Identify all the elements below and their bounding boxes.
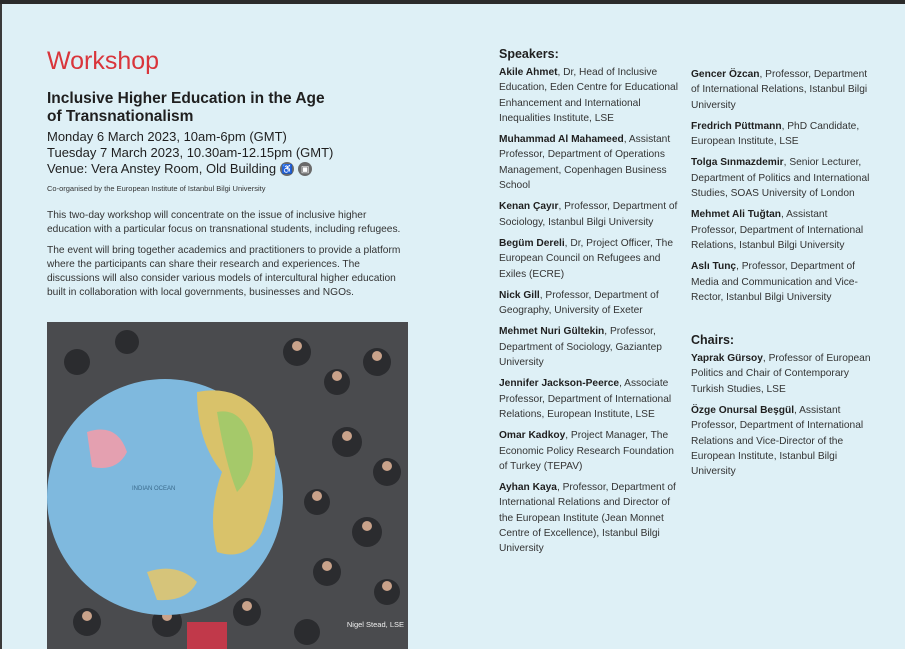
person-name: Gencer Özcan bbox=[691, 69, 760, 80]
workshop-heading: Workshop bbox=[47, 47, 160, 75]
event-date-monday: Monday 6 March 2023, 10am-6pm (GMT) bbox=[47, 129, 287, 144]
video-screen-icon: ▣ bbox=[298, 162, 312, 176]
chair-entry bbox=[691, 351, 871, 397]
person-name: Özge Onursal Beşgül bbox=[691, 405, 795, 417]
person-name: Mehmet Nuri Gültekin bbox=[499, 326, 605, 338]
person-name: Tolga Sınmazdemir bbox=[691, 157, 784, 169]
person-name: Yaprak Gürsoy bbox=[691, 353, 763, 365]
person-name: Begüm Dereli bbox=[499, 237, 565, 249]
speaker-entry bbox=[499, 132, 679, 193]
person-role: , Professor of European Politics and Chair of Contemporary Turkish Studies, LSE bbox=[691, 353, 871, 395]
person-role: , Senior Lecturer, Department of Politics and International Studies, SOAS University of London bbox=[691, 157, 870, 200]
event-venue bbox=[47, 161, 312, 176]
person-role: , Professor, Department of International Relations and Director of the European Institute (Jean Monnet Centre of Excellence), Istanbul Bilgi University bbox=[499, 482, 676, 555]
person-name: Kenan Çayır bbox=[499, 201, 559, 213]
speakers-column-2 bbox=[691, 67, 871, 486]
speaker-entry bbox=[499, 480, 679, 556]
globe-ocean-label: INDIAN OCEAN bbox=[132, 486, 176, 492]
speaker-entry bbox=[691, 207, 871, 253]
speaker-entry bbox=[499, 288, 679, 319]
speaker-entry bbox=[499, 199, 679, 230]
photo-illustration bbox=[47, 322, 408, 649]
speaker-entry bbox=[499, 428, 679, 474]
speakers-list-1 bbox=[499, 65, 679, 557]
speakers-heading: Speakers: bbox=[499, 47, 559, 61]
chairs-heading: Chairs: bbox=[691, 333, 735, 348]
chairs-list bbox=[691, 351, 871, 479]
speakers-column-1 bbox=[499, 47, 679, 563]
event-title: Inclusive Higher Education in the Age of Transnationalism bbox=[47, 90, 325, 125]
speaker-entry bbox=[499, 65, 679, 126]
speaker-entry bbox=[691, 155, 871, 201]
person-name: Ayhan Kaya bbox=[499, 482, 557, 494]
venue-text: Venue: Vera Anstey Room, Old Building bbox=[47, 161, 277, 176]
description-paragraph-2: The event will bring together academics and practitioners to provide a platform where the participants can share their research and experiences. The discussions will also consider various models of intercultural higher education built in collaboration with local governments, businesses and NGOs. bbox=[47, 245, 401, 298]
globe-crowd-photo bbox=[47, 322, 408, 649]
event-date-tuesday: Tuesday 7 March 2023, 10.30am-12.15pm (GMT) bbox=[47, 145, 334, 160]
chair-entry bbox=[691, 403, 871, 479]
description-paragraph-1: This two-day workshop will concentrate on the issue of inclusive higher education with a particular focus on transnational students, including refugees. bbox=[47, 210, 401, 235]
person-name: Akile Ahmet bbox=[499, 67, 558, 78]
speaker-entry bbox=[499, 236, 679, 282]
person-role: , Associate Professor, Department of International Relations, European Institute, LSE bbox=[499, 378, 672, 420]
person-role: , Project Manager, The Economic Policy Research Foundation of Turkey (TEPAV) bbox=[499, 430, 674, 472]
document-page bbox=[2, 4, 905, 649]
accessibility-icon: ♿ bbox=[281, 163, 293, 174]
person-role: , Professor, Department of Sociology, Istanbul Bilgi University bbox=[499, 201, 678, 228]
person-role: , Professor, Department of Sociology, Gaziantep University bbox=[499, 326, 662, 369]
speaker-entry bbox=[691, 119, 871, 150]
person-role: , Assistant Professor, Department of Operations Management, Copenhagen Business School bbox=[499, 134, 671, 192]
person-role: , Assistant Professor, Department of International Relations and Vice-Director of the European Institute, Istanbul Bilgi University bbox=[691, 405, 864, 478]
person-name: Muhammad Al Mahameed bbox=[499, 134, 624, 146]
person-name: Fredrich Püttmann bbox=[691, 120, 782, 132]
speakers-list-2 bbox=[691, 67, 871, 305]
person-role: , Professor, Department of Geography, University of Exeter bbox=[499, 289, 659, 317]
person-role: , Assistant Professor, Department of International Relations, Istanbul Bilgi University bbox=[691, 209, 864, 251]
person-name: Jennifer Jackson-Peerce bbox=[499, 378, 620, 390]
speaker-entry bbox=[499, 376, 679, 422]
speaker-entry bbox=[691, 259, 871, 305]
person-name: Aslı Tunç bbox=[691, 261, 737, 273]
speaker-entry bbox=[691, 67, 871, 113]
person-role: , Dr, Head of Inclusive Education, Eden Centre for Educational Enhancement and International Inequalities Institute, LSE bbox=[499, 67, 678, 124]
person-role: , Professor, Department of International Relations, Istanbul Bilgi University bbox=[691, 69, 868, 111]
person-role: , Dr, Project Officer, The European Council on Refugees and Exiles (ECRE) bbox=[499, 237, 674, 280]
person-name: Omar Kadkoy bbox=[499, 430, 566, 442]
person-role: , PhD Candidate, European Institute, LSE bbox=[691, 120, 860, 148]
photo-credit: Nigel Stead, LSE bbox=[346, 620, 404, 629]
person-name: Nick Gill bbox=[499, 289, 540, 301]
co-organiser-note: Co-organised by the European Institute of Istanbul Bilgi University bbox=[47, 184, 266, 193]
speaker-entry bbox=[499, 324, 679, 370]
person-role: , Professor, Department of Media and Communication and Vice-Rector, Istanbul Bilgi University bbox=[691, 261, 858, 303]
person-name: Mehmet Ali Tuğtan bbox=[691, 209, 781, 221]
